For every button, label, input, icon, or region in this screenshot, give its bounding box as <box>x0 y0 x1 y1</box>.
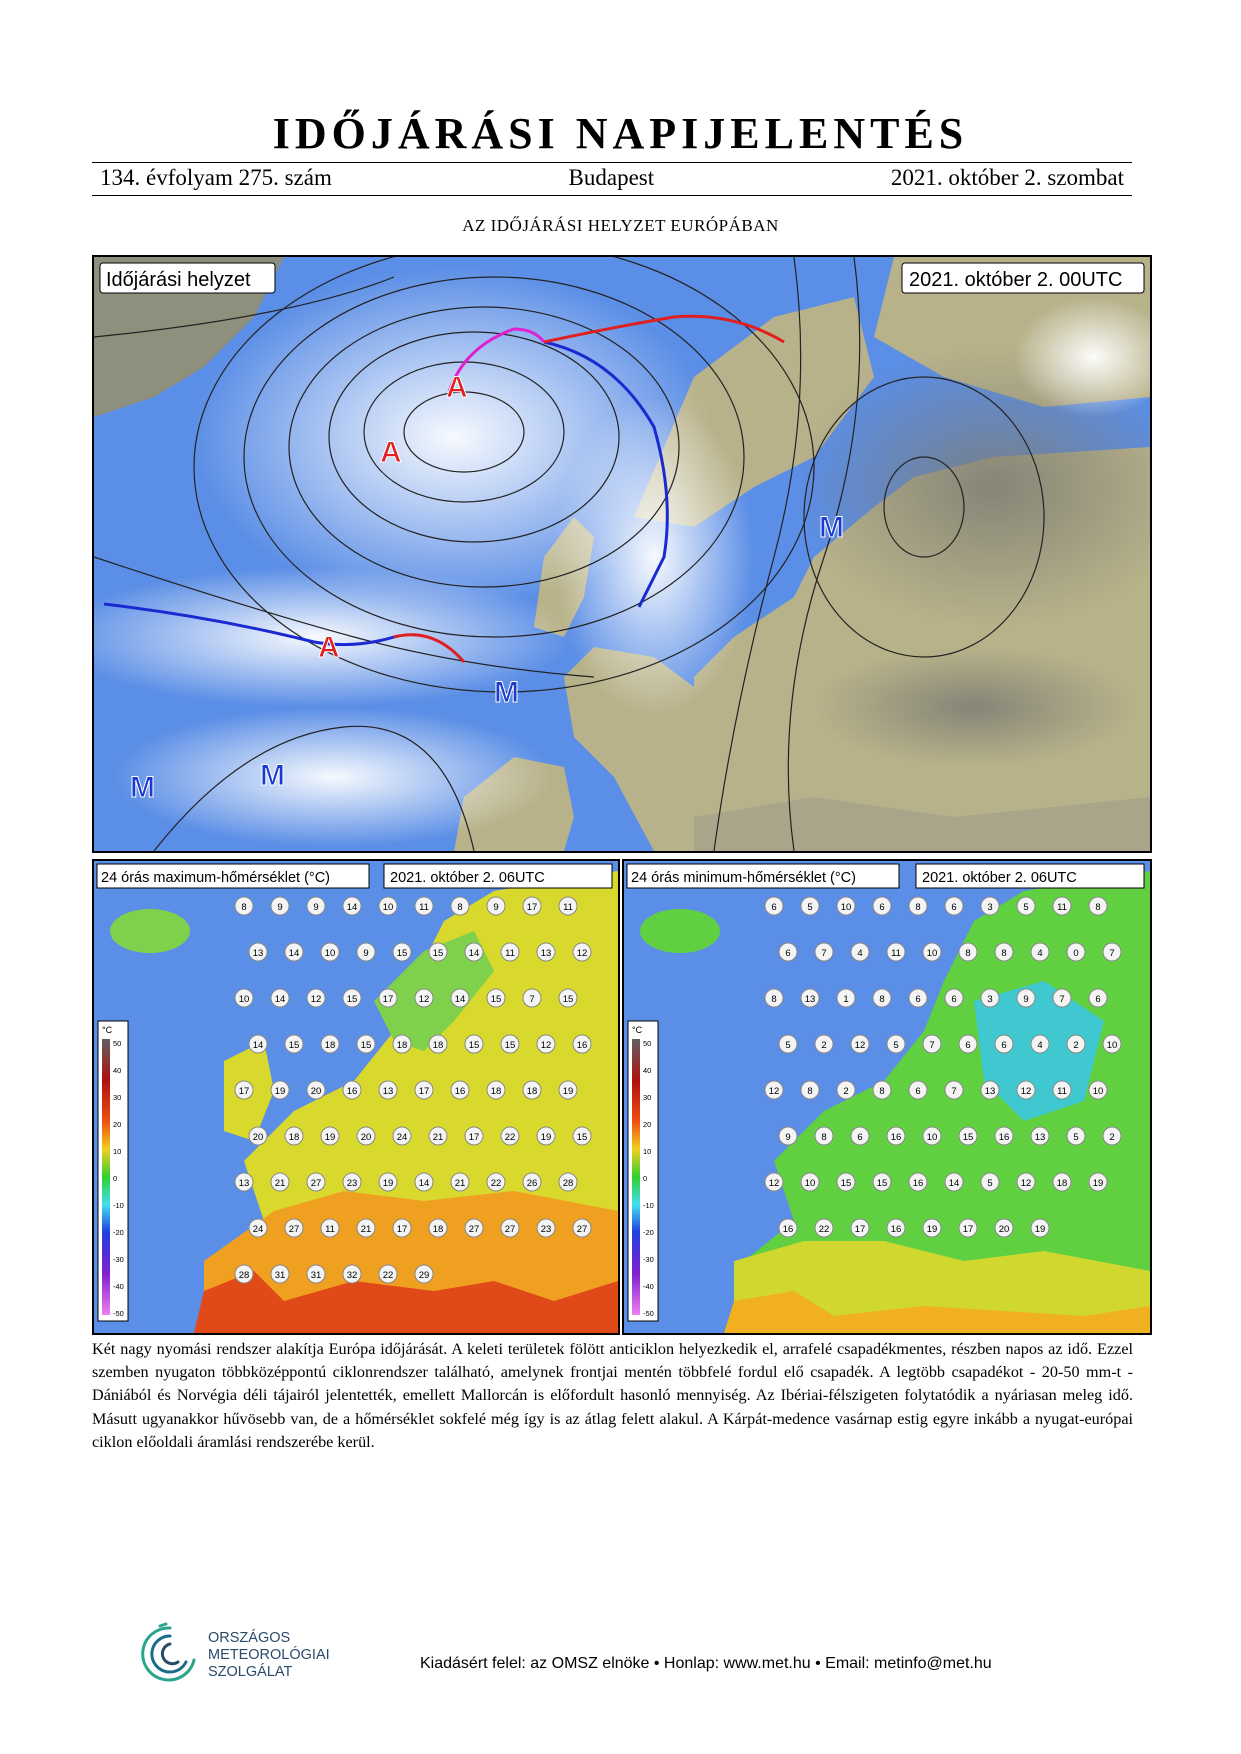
station-value: 20 <box>360 1132 372 1143</box>
station-value: 12 <box>418 994 430 1005</box>
station-value: 15 <box>490 994 502 1005</box>
station-value: 15 <box>288 1040 300 1051</box>
section-title: AZ IDŐJÁRÁSI HELYZET EURÓPÁBAN <box>462 216 779 235</box>
station-value: 2 <box>1073 1040 1079 1051</box>
station-value: 6 <box>951 902 957 913</box>
station-value: 9 <box>1023 994 1029 1005</box>
station-value: 14 <box>274 994 286 1005</box>
station-value: 1 <box>843 994 849 1005</box>
station-value: 17 <box>854 1224 866 1235</box>
station-value: 10 <box>840 902 852 913</box>
station-value: 8 <box>915 902 921 913</box>
scale-tick: 0 <box>643 1174 648 1183</box>
station-value: 10 <box>1092 1086 1104 1097</box>
station-value: 10 <box>926 1132 938 1143</box>
station-value: 18 <box>324 1040 336 1051</box>
station-value: 18 <box>396 1040 408 1051</box>
station-value: 18 <box>490 1086 502 1097</box>
station-value: 6 <box>915 1086 921 1097</box>
station-value: 7 <box>1059 994 1065 1005</box>
scale-tick: -10 <box>643 1201 654 1210</box>
station-value: 11 <box>891 948 901 959</box>
station-value: 16 <box>454 1086 466 1097</box>
station-value: 4 <box>857 948 863 959</box>
min-temperature-map <box>622 859 1152 1335</box>
station-value: 8 <box>807 1086 813 1097</box>
station-value: 27 <box>288 1224 300 1235</box>
map-label: 24 órás minimum-hőmérséklet (°C) <box>631 870 856 886</box>
synoptic-map-graphic <box>94 257 1150 851</box>
station-value: 12 <box>1020 1178 1032 1189</box>
station-value: 15 <box>346 994 358 1005</box>
map-timestamp: 2021. október 2. 06UTC <box>390 870 545 886</box>
station-value: 8 <box>879 994 885 1005</box>
station-value: 18 <box>432 1224 444 1235</box>
station-value: 12 <box>540 1040 552 1051</box>
station-value: 20 <box>310 1086 322 1097</box>
station-value: 29 <box>418 1270 430 1281</box>
station-value: 2 <box>1109 1132 1115 1143</box>
station-value: 15 <box>432 948 444 959</box>
station-value: 9 <box>493 902 499 913</box>
station-value: 19 <box>274 1086 286 1097</box>
station-value: 19 <box>382 1178 394 1189</box>
station-value: 17 <box>238 1086 250 1097</box>
station-value: 19 <box>1092 1178 1104 1189</box>
station-value: 8 <box>1095 902 1101 913</box>
station-value: 22 <box>490 1178 502 1189</box>
station-value: 18 <box>526 1086 538 1097</box>
station-value: 15 <box>562 994 574 1005</box>
station-value: 21 <box>274 1178 286 1189</box>
station-value: 7 <box>821 948 827 959</box>
scale-tick: -40 <box>113 1282 124 1291</box>
footer-contact: Kiadásért felel: az OMSZ elnöke • Honlap: www.met.hu • Email: metinfo@met.hu <box>420 1655 992 1672</box>
station-value: 17 <box>418 1086 430 1097</box>
low-pressure-label: A <box>380 436 402 469</box>
station-value: 24 <box>396 1132 408 1143</box>
station-value: 13 <box>984 1086 996 1097</box>
station-value: 13 <box>252 948 264 959</box>
station-value: 19 <box>540 1132 552 1143</box>
station-value: 31 <box>310 1270 322 1281</box>
min-temperature-graphic <box>624 861 1150 1333</box>
station-value: 15 <box>840 1178 852 1189</box>
station-value: 10 <box>926 948 938 959</box>
station-value: 10 <box>382 902 394 913</box>
station-value: 17 <box>468 1132 480 1143</box>
scale-unit: °C <box>102 1025 113 1035</box>
station-value: 17 <box>396 1224 408 1235</box>
synoptic-map <box>92 255 1152 853</box>
station-value: 8 <box>1001 948 1007 959</box>
station-value: 5 <box>1023 902 1029 913</box>
station-value: 28 <box>562 1178 574 1189</box>
station-value: 13 <box>382 1086 394 1097</box>
station-value: 14 <box>288 948 300 959</box>
scale-tick: 10 <box>113 1147 122 1156</box>
station-value: 24 <box>252 1224 264 1235</box>
high-pressure-label: M <box>494 676 519 709</box>
summary-paragraph: Két nagy nyomási rendszer alakítja Európa időjárását. A keleti területek fölött anticiklon helyezkedik el, arrafelé csapadékmentes, részben napos az idő. Ezzel szemben nyugaton többközéppontú ciklonrendszer található, amelynek frontjai mentén többfelé fordul elő csapadék. A legtöbb csapadékot - 20-50 mm-t - Dániából és Norvégia déli tájairól jelentették, emellett Mallorcán is előfordult hasonló mennyiség. Az Ibériai-félszigeten folytatódik a nyáriasan meleg idő. Másutt ugyanakkor hűvösebb van, de a hőmérséklet sokfelé még így is az átlag felett alakul. A Kárpát-medence vasárnap estig egyre inkább a nyugat-európai ciklon előoldali áramlási rendszerébe kerül. <box>92 1340 1133 1451</box>
station-value: 19 <box>1034 1224 1046 1235</box>
station-value: 20 <box>998 1224 1010 1235</box>
station-value: 12 <box>310 994 322 1005</box>
station-value: 28 <box>238 1270 250 1281</box>
scale-tick: 20 <box>113 1120 122 1129</box>
station-value: 0 <box>1073 948 1079 959</box>
low-pressure-label: A <box>318 631 340 664</box>
scale-tick: -50 <box>643 1309 654 1318</box>
station-value: 10 <box>1106 1040 1118 1051</box>
station-value: 27 <box>576 1224 588 1235</box>
station-value: 14 <box>468 948 480 959</box>
map-timestamp: 2021. október 2. 00UTC <box>909 269 1123 291</box>
station-value: 7 <box>529 994 535 1005</box>
station-value: 14 <box>346 902 358 913</box>
station-value: 22 <box>382 1270 394 1281</box>
scale-tick: -10 <box>113 1201 124 1210</box>
high-pressure-label: M <box>260 759 285 792</box>
scale-tick: -30 <box>113 1255 124 1264</box>
station-value: 10 <box>804 1178 816 1189</box>
station-value: 12 <box>768 1086 780 1097</box>
station-value: 5 <box>1073 1132 1079 1143</box>
scale-unit: °C <box>632 1025 643 1035</box>
scale-tick: 30 <box>643 1093 652 1102</box>
station-value: 19 <box>926 1224 938 1235</box>
station-value: 13 <box>238 1178 250 1189</box>
station-value: 13 <box>804 994 816 1005</box>
scale-tick: 50 <box>643 1039 652 1048</box>
station-value: 26 <box>526 1178 538 1189</box>
scale-tick: -30 <box>643 1255 654 1264</box>
station-value: 6 <box>915 994 921 1005</box>
station-value: 12 <box>576 948 588 959</box>
station-value: 15 <box>962 1132 974 1143</box>
station-value: 31 <box>274 1270 286 1281</box>
station-value: 6 <box>771 902 777 913</box>
omsz-logo <box>140 1620 360 1700</box>
station-value: 6 <box>1001 1040 1007 1051</box>
color-scale <box>98 1021 128 1321</box>
max-temperature-graphic <box>94 861 618 1333</box>
station-value: 5 <box>893 1040 899 1051</box>
station-value: 15 <box>360 1040 372 1051</box>
station-value: 14 <box>454 994 466 1005</box>
station-value: 22 <box>818 1224 830 1235</box>
volume-number: 134. évfolyam 275. szám <box>100 165 332 190</box>
station-value: 11 <box>1057 902 1067 913</box>
station-value: 21 <box>432 1132 444 1143</box>
cloud-north-sea <box>554 397 754 717</box>
color-scale <box>628 1021 658 1321</box>
scale-tick: 0 <box>113 1174 118 1183</box>
station-value: 5 <box>987 1178 993 1189</box>
station-value: 18 <box>432 1040 444 1051</box>
station-value: 2 <box>821 1040 827 1051</box>
station-value: 6 <box>785 948 791 959</box>
station-value: 11 <box>1057 1086 1067 1097</box>
scale-bar <box>632 1039 640 1315</box>
cloud-black-sea <box>814 647 1134 767</box>
station-value: 23 <box>540 1224 552 1235</box>
station-value: 15 <box>396 948 408 959</box>
scale-tick: -20 <box>643 1228 654 1237</box>
station-value: 8 <box>771 994 777 1005</box>
station-value: 6 <box>1095 994 1101 1005</box>
high-pressure-label: M <box>130 771 155 804</box>
station-value: 4 <box>1037 948 1043 959</box>
header-meta <box>100 165 1124 191</box>
scale-tick: 40 <box>113 1066 122 1075</box>
station-value: 3 <box>987 994 993 1005</box>
station-value: 12 <box>1020 1086 1032 1097</box>
station-value: 18 <box>288 1132 300 1143</box>
station-value: 16 <box>890 1132 902 1143</box>
station-value: 27 <box>310 1178 322 1189</box>
scale-tick: 10 <box>643 1147 652 1156</box>
map-timestamp: 2021. október 2. 06UTC <box>922 870 1077 886</box>
station-value: 9 <box>277 902 283 913</box>
station-value: 19 <box>562 1086 574 1097</box>
station-value: 27 <box>504 1224 516 1235</box>
station-value: 12 <box>854 1040 866 1051</box>
station-value: 8 <box>241 902 247 913</box>
scale-tick: -40 <box>643 1282 654 1291</box>
scale-tick: -50 <box>113 1309 124 1318</box>
station-value: 17 <box>382 994 394 1005</box>
station-value: 9 <box>363 948 369 959</box>
station-value: 17 <box>962 1224 974 1235</box>
omsz-logo-icon <box>140 1620 200 1690</box>
high-pressure-label: M <box>819 511 844 544</box>
station-value: 16 <box>782 1224 794 1235</box>
scale-bar <box>102 1039 110 1315</box>
station-value: 14 <box>948 1178 960 1189</box>
station-value: 13 <box>1034 1132 1046 1143</box>
station-value: 7 <box>1109 948 1115 959</box>
station-value: 16 <box>998 1132 1010 1143</box>
iceland <box>640 909 720 953</box>
station-value: 8 <box>965 948 971 959</box>
station-value: 6 <box>965 1040 971 1051</box>
station-value: 6 <box>879 902 885 913</box>
station-value: 9 <box>313 902 319 913</box>
station-value: 11 <box>505 948 515 959</box>
station-value: 7 <box>929 1040 935 1051</box>
station-value: 11 <box>563 902 573 913</box>
station-value: 14 <box>252 1040 264 1051</box>
max-temperature-map <box>92 859 620 1335</box>
low-pressure-label: A <box>446 371 468 404</box>
station-value: 17 <box>526 902 538 913</box>
omsz-logo-text: ORSZÁGOS METEOROLÓGIAI SZOLGÁLAT <box>208 1630 330 1680</box>
scale-tick: 20 <box>643 1120 652 1129</box>
station-value: 13 <box>540 948 552 959</box>
station-value: 18 <box>1056 1178 1068 1189</box>
station-value: 32 <box>346 1270 358 1281</box>
station-value: 20 <box>252 1132 264 1143</box>
station-value: 23 <box>346 1178 358 1189</box>
station-value: 5 <box>807 902 813 913</box>
station-value: 6 <box>857 1132 863 1143</box>
station-value: 16 <box>912 1178 924 1189</box>
station-value: 15 <box>504 1040 516 1051</box>
city: Budapest <box>568 165 655 190</box>
station-value: 8 <box>879 1086 885 1097</box>
station-value: 15 <box>576 1132 588 1143</box>
station-value: 10 <box>238 994 250 1005</box>
map-label: Időjárási helyzet <box>106 269 251 291</box>
station-value: 19 <box>324 1132 336 1143</box>
station-value: 8 <box>457 902 463 913</box>
scale-tick: -20 <box>113 1228 124 1237</box>
scale-tick: 40 <box>643 1066 652 1075</box>
station-value: 27 <box>468 1224 480 1235</box>
iceland <box>110 909 190 953</box>
station-value: 3 <box>987 902 993 913</box>
station-value: 16 <box>890 1224 902 1235</box>
station-value: 2 <box>843 1086 849 1097</box>
station-value: 7 <box>951 1086 957 1097</box>
station-value: 5 <box>785 1040 791 1051</box>
map-label: 24 órás maximum-hőmérséklet (°C) <box>101 870 330 886</box>
station-value: 10 <box>324 948 336 959</box>
scale-tick: 50 <box>113 1039 122 1048</box>
station-value: 15 <box>876 1178 888 1189</box>
station-value: 16 <box>576 1040 588 1051</box>
station-value: 12 <box>768 1178 780 1189</box>
station-value: 8 <box>821 1132 827 1143</box>
station-value: 16 <box>346 1086 358 1097</box>
report-date: 2021. október 2. szombat <box>890 165 1124 190</box>
station-value: 9 <box>785 1132 791 1143</box>
report-title: IDŐJÁRÁSI NAPIJELENTÉS <box>272 109 969 158</box>
station-value: 11 <box>325 1224 335 1235</box>
station-value: 21 <box>454 1178 466 1189</box>
station-value: 4 <box>1037 1040 1043 1051</box>
station-value: 14 <box>418 1178 430 1189</box>
scale-tick: 30 <box>113 1093 122 1102</box>
station-value: 11 <box>419 902 429 913</box>
station-value: 15 <box>468 1040 480 1051</box>
station-value: 22 <box>504 1132 516 1143</box>
header-rule-top <box>92 162 1132 163</box>
station-value: 6 <box>951 994 957 1005</box>
header-rule-bottom <box>92 195 1132 196</box>
station-value: 21 <box>360 1224 372 1235</box>
